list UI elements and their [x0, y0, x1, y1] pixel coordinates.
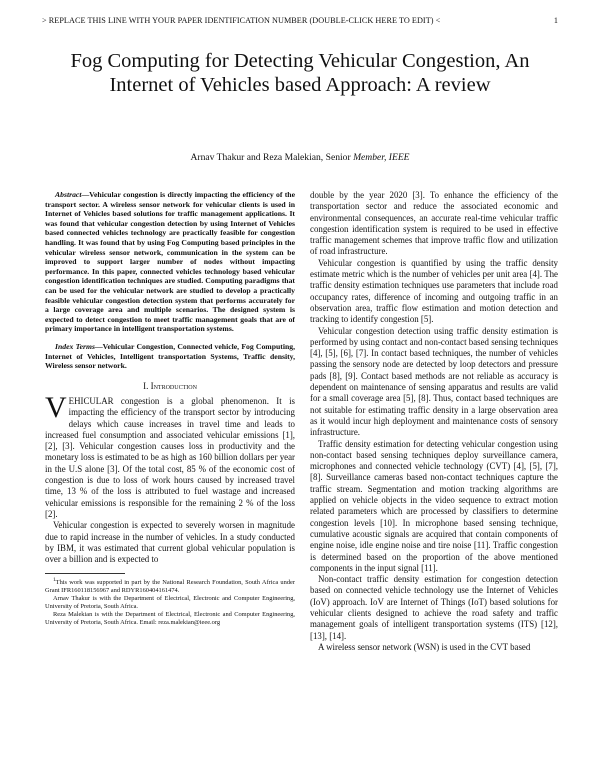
running-header-text: > REPLACE THIS LINE WITH YOUR PAPER IDENTIFICATION NUMBER (DOUBLE-CLICK HERE TO EDIT) < — [42, 16, 441, 25]
author-membership: Member, IEEE — [353, 152, 410, 163]
footnote-funding — [45, 577, 295, 595]
index-terms-label: Index Terms — [55, 341, 95, 351]
abstract-text: —Vehicular congestion is directly impacting the efficiency of the transport sector. A wireless sensor network for vehicular clients is used in Internet of Vehicles based solutions for traffic management applications. It was found that vehicular congestion detection by using Internet of Vehicles based connected vehicles technology are practically feasible for congestion handling. It was found that by using Fog Computing based principles in the vehicular wireless sensor network, communication in the system can be improved to support larger number of nodes without impacting performance. In this paper, connected vehicles technology based vehicular congestion identification techniques are studied. Computing paradigms that can be used for the vehicular network are studied to develop a practically feasible vehicular congestion detection system that performs accurately for a large coverage area and multiple scenarios. The designed system is expected to detect congestion to meet traffic management goals that are of primary importance in intelligent transportation systems. — [45, 190, 295, 334]
abstract — [45, 190, 295, 334]
intro-paragraph-1-text: EHICULAR congestion is a global phenomenon. It is impacting the efficiency of the transport sector by introducing delays which cause increases in travel time and leads to increased fuel consumption and associated vehicular emissions [1], [2], [3]. Vehicular congestion causes loss in productivity and the monetary loss is estimated to be as high as 160 billion dollars per year in the U.S alone [3]. Of the total cost, 85 % of the economic cost of congestion is due to loss of work hours caused by increased travel time, 13 % of the loss is attributed to fuel wastage and increased vehicular emissions is responsible for the remaining 2 % of the loss [2]. — [45, 395, 295, 519]
intro-paragraph-2: Vehicular congestion is expected to severely worsen in magnitude due to rapid increase in the number of vehicles. In a study conducted by IBM, it was estimated that current global vehicular population is over a billion and is expected to — [45, 520, 295, 565]
footnote-mark: 1 — [53, 577, 56, 584]
author-line — [0, 152, 600, 163]
right-paragraph-2: Vehicular congestion is quantified by using the traffic density estimate metric which is the number of vehicles per unit area [4]. The traffic density estimation techniques use parameters that include road occupancy rates, difference of incoming and outgoing traffic in an observation area, traffic flow estimation and motion detection and tracking to identify congestion [5]. — [310, 257, 558, 325]
intro-paragraph-1 — [45, 390, 295, 520]
index-terms-text: —Vehicular Congestion, Connected vehicle, Fog Computing, Internet of Vehicles, Intelligent transportation Systems, Traffic density, Wireless sensor network. — [45, 341, 295, 371]
section-number: I. — [143, 380, 151, 391]
right-paragraph-5: Non-contact traffic density estimation for congestion detection based on connected vehicle technology use the Internet of Vehicles (IoV) approach. IoV are Internet of Things (IoT) based solutions for vehicular clients designed to achieve the road safety and traffic management goals of intelligent transportation systems (ITS) [12], [13], [14]. — [310, 574, 558, 641]
right-paragraph-3: Vehicular congestion detection using traffic density estimation is performed by using contact and non-contact based sensing techniques [4], [5], [6], [7]. In contact based techniques, the number of vehicles passing the sensory node are detected by loop detectors and pressure pads [8], [9]. Contact based methods are not reliable as accuracy is dependent on maintenance of sensing apparatus and results are valid for a small coverage area [5], [8]. Thus, contact based techniques are not suitable for estimating traffic density in a large observation area as it would incur high deployment and maintenance costs of sensory infrastructure. — [310, 325, 558, 438]
left-column — [45, 190, 295, 626]
running-header — [42, 16, 558, 25]
author-names: Arnav Thakur and Reza Malekian, Senior — [190, 152, 354, 163]
footnote-funding-text: This work was supported in part by the National Research Foundation, South Africa under Grant IFR160118156967 and RDYR160404161474. — [45, 579, 295, 595]
drop-cap: V — [45, 390, 67, 424]
section-heading — [45, 381, 295, 392]
paper-title: Fog Computing for Detecting Vehicular Congestion, An Internet of Vehicles based Approach: A review — [70, 50, 530, 96]
right-column — [310, 190, 558, 653]
footnotes — [45, 577, 295, 626]
right-paragraph-6: A wireless sensor network (WSN) is used in the CVT based — [318, 641, 531, 652]
footnote-divider — [45, 573, 125, 574]
right-paragraph-4: Traffic density estimation for detecting vehicular congestion using non-contact based sensing techniques deploy surveillance camera, microphones and connected vehicle technology (CVT) [4], [5], [7], [8]. Surveillance cameras based non-contact techniques capture the traffic stream. Segmentation and motion tracking algorithms are applied on vehicle objects in the video sequence to extract motion related parameters which are processed by classifiers to determine congestion levels [10]. In microphone based sensing technique, cumulative acoustic signals are acquired that contain components of engine noise, idle engine noise and tire noise [11]. Traffic congestion is determined based on the proportion of the above mentioned components in the input signal [11]. — [310, 438, 558, 573]
footnote-author-2: Reza Malekian is with the Department of Electrical, Electronic and Computer Engineering, University of Pretoria, South Africa. Email: reza.malekian@ieee.org — [45, 610, 295, 626]
page-number: 1 — [553, 16, 558, 25]
abstract-label: Abstract — [55, 190, 82, 199]
right-paragraph-1: double by the year 2020 [3]. To enhance the efficiency of the transportation sector and reduce the associated economic and environmental consequences, an accurate real-time vehicular traffic congestion identification system is required to be used in effective traffic management schemes that improve traffic flow and utilization of road infrastructure. — [310, 190, 558, 257]
index-terms — [45, 342, 295, 371]
footnote-author-1: Arnav Thakur is with the Department of Electrical, Electronic and Computer Engineering, University of Pretoria, South Africa. — [45, 595, 295, 610]
section-title-text: Introduction — [150, 380, 197, 391]
